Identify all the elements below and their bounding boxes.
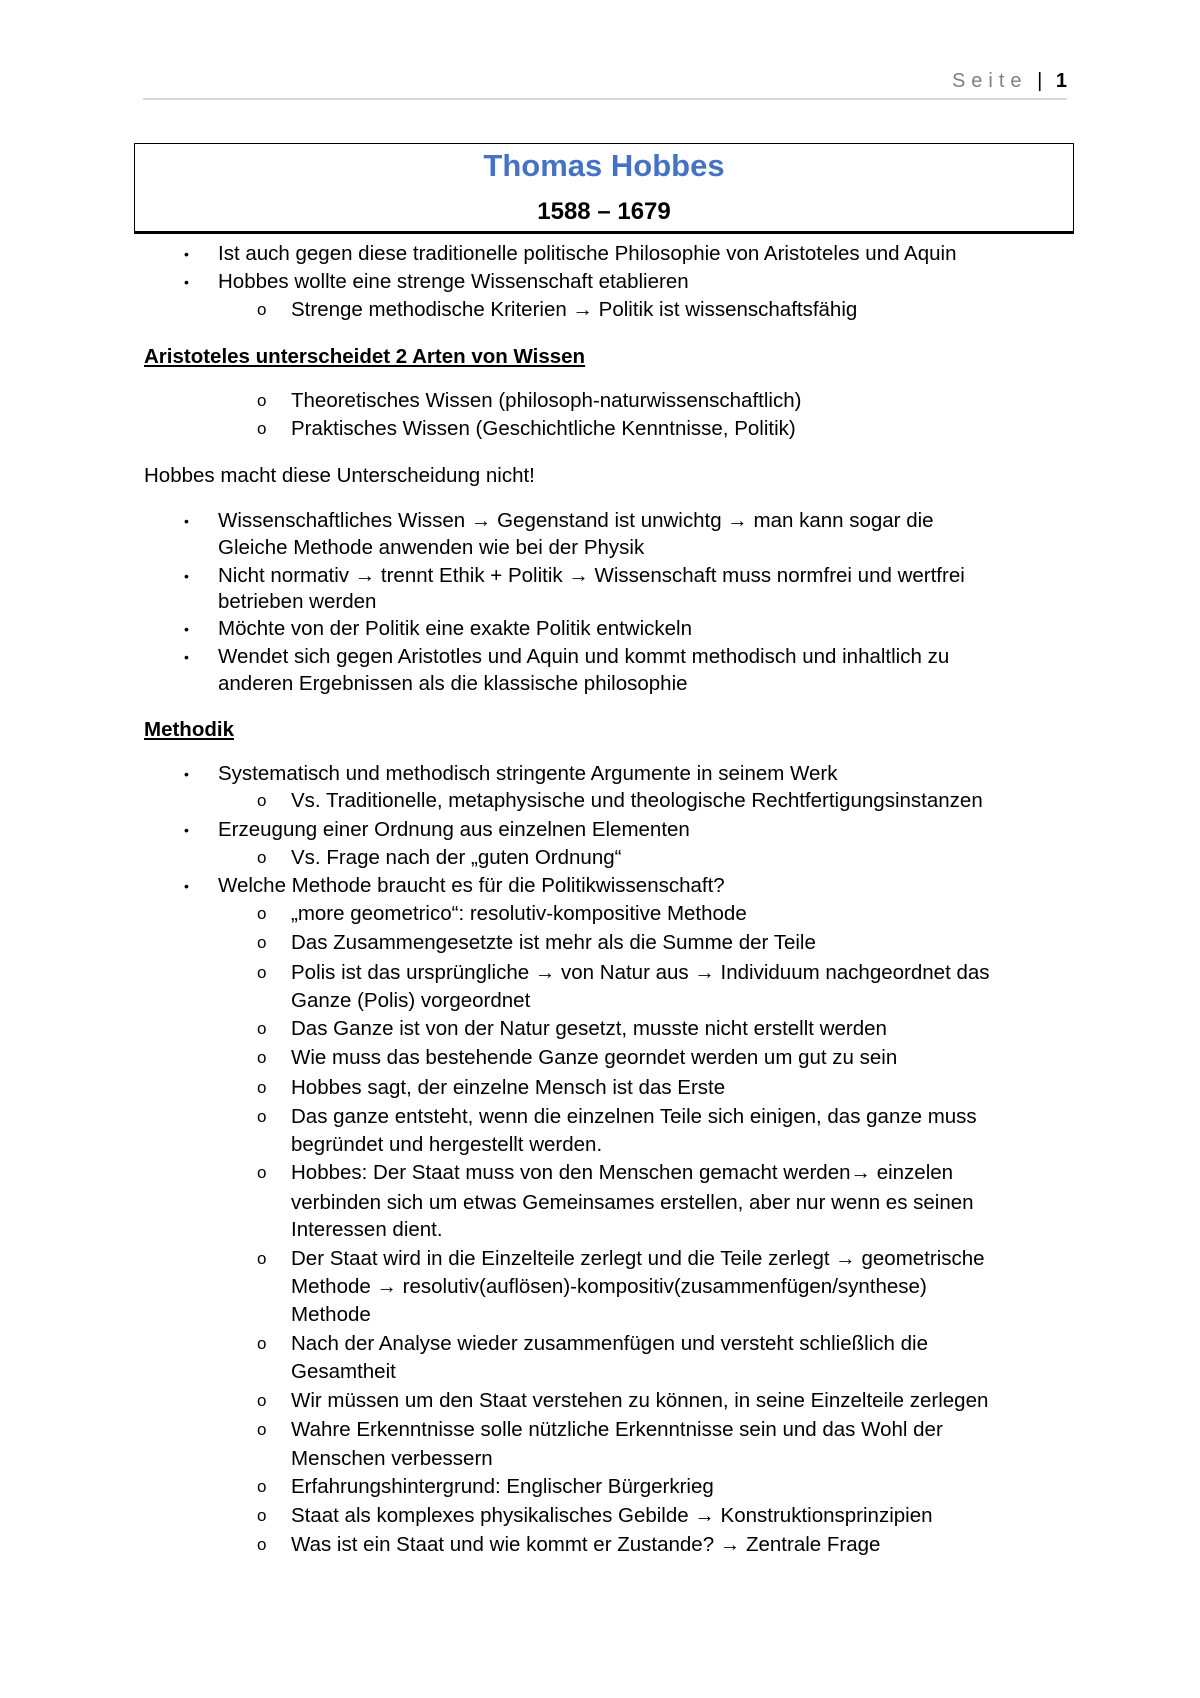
bullet-icon: • <box>184 822 189 838</box>
list-item-text: Hobbes: Der Staat muss von den Menschen gemacht werden→ einzelen <box>291 1161 954 1184</box>
list-item-text: Das ganze entsteht, wenn die einzelnen Teile sich einigen, das ganze muss <box>291 1105 977 1128</box>
list-item-text: begründet und hergestellt werden. <box>291 1133 603 1156</box>
list-item-text: Wie muss das bestehende Ganze georndet werden um gut zu sein <box>291 1046 898 1069</box>
list-item-text: Wissenschaftliches Wissen → Gegenstand ist unwichtg → man kann sogar die <box>218 509 934 532</box>
list-item-text: Systematisch und methodisch stringente Argumente in seinem Werk <box>218 762 838 785</box>
sub-bullet-icon: o <box>257 1249 267 1268</box>
sub-bullet-icon: o <box>257 1506 267 1525</box>
list-item-text: Polis ist das ursprüngliche → von Natur aus → Individuum nachgeordnet das <box>291 961 990 984</box>
list-item-text: Hobbes wollte eine strenge Wissenschaft etablieren <box>218 270 689 293</box>
list-item-text: Der Staat wird in die Einzelteile zerlegt und die Teile zerlegt → geometrische <box>291 1247 985 1270</box>
sub-bullet-icon: o <box>257 1019 267 1038</box>
sub-bullet-icon: o <box>257 904 267 923</box>
sub-bullet-icon: o <box>257 391 267 410</box>
sub-bullet-icon: o <box>257 963 267 982</box>
sub-bullet-icon: o <box>257 1163 267 1182</box>
section-heading: Methodik <box>144 718 234 741</box>
list-item-text: Menschen verbessern <box>291 1447 493 1470</box>
list-item-text: verbinden sich um etwas Gemeinsames erstellen, aber nur wenn es seinen <box>291 1191 974 1214</box>
sub-bullet-icon: o <box>257 1477 267 1496</box>
list-item-text: anderen Ergebnissen als die klassische philosophie <box>218 672 688 695</box>
list-item-text: Gleiche Methode anwenden wie bei der Physik <box>218 536 645 559</box>
section-heading: Aristoteles unterscheidet 2 Arten von Wissen <box>144 345 586 368</box>
page-number: 1 <box>1055 70 1067 92</box>
page-separator: | <box>1037 70 1043 92</box>
document-title: Thomas Hobbes <box>483 148 725 183</box>
sub-bullet-icon: o <box>257 1048 267 1067</box>
list-item-text: „more geometrico“: resolutiv-kompositive Methode <box>291 902 747 925</box>
sub-bullet-icon: o <box>257 419 267 438</box>
bullet-icon: • <box>184 274 189 290</box>
list-item-text: Welche Methode braucht es für die Politikwissenschaft? <box>218 874 725 897</box>
paragraph: Hobbes macht diese Unterscheidung nicht! <box>144 464 535 487</box>
list-item-text: Hobbes sagt, der einzelne Mensch ist das Erste <box>291 1076 726 1099</box>
list-item-text: Wahre Erkenntnisse solle nützliche Erkenntnisse sein und das Wohl der <box>291 1418 943 1441</box>
list-item-text: Methode → resolutiv(auflösen)-kompositiv(zusammenfügen/synthese) <box>291 1275 927 1298</box>
list-item-text: Methode <box>291 1303 371 1326</box>
list-item-text: Strenge methodische Kriterien → Politik ist wissenschaftsfähig <box>291 298 858 321</box>
bullet-icon: • <box>184 878 189 894</box>
list-item-text: Das Ganze ist von der Natur gesetzt, musste nicht erstellt werden <box>291 1017 887 1040</box>
sub-bullet-icon: o <box>257 791 267 810</box>
document-years: 1588 – 1679 <box>537 198 671 225</box>
list-item-text: betrieben werden <box>218 590 377 613</box>
list-item-text: Erfahrungshintergrund: Englischer Bürgerkrieg <box>291 1475 714 1498</box>
list-item-text: Erzeugung einer Ordnung aus einzelnen Elementen <box>218 818 690 841</box>
list-item-text: Was ist ein Staat und wie kommt er Zustande? → Zentrale Frage <box>291 1533 881 1556</box>
list-item-text: Ist auch gegen diese traditionelle politische Philosophie von Aristoteles und Aquin <box>218 242 957 265</box>
list-item-text: Vs. Traditionelle, metaphysische und theologische Rechtfertigungsinstanzen <box>291 789 983 812</box>
list-item-text: Vs. Frage nach der „guten Ordnung“ <box>291 846 622 869</box>
page-label: Seite <box>951 70 1028 92</box>
title-box <box>134 143 1074 234</box>
sub-bullet-icon: o <box>257 1391 267 1410</box>
sub-bullet-icon: o <box>257 1107 267 1126</box>
list-item-text: Ganze (Polis) vorgeordnet <box>291 989 531 1012</box>
list-item-text: Interessen dient. <box>291 1218 443 1241</box>
list-item-text: Gesamtheit <box>291 1360 396 1383</box>
list-item-text: Wendet sich gegen Aristotles und Aquin und kommt methodisch und inhaltlich zu <box>218 645 950 668</box>
sub-bullet-icon: o <box>257 933 267 952</box>
bullet-icon: • <box>184 766 189 782</box>
list-item-text: Nach der Analyse wieder zusammenfügen und versteht schließlich die <box>291 1332 928 1355</box>
list-item-text: Nicht normativ → trennt Ethik + Politik → Wissenschaft muss normfrei und wertfrei <box>218 564 965 587</box>
list-item-text: Das Zusammengesetzte ist mehr als die Summe der Teile <box>291 931 816 954</box>
sub-bullet-icon: o <box>257 1535 267 1554</box>
sub-bullet-icon: o <box>257 1078 267 1097</box>
list-item-text: Theoretisches Wissen (philosoph-naturwissenschaftlich) <box>291 389 802 412</box>
list-item-text: Wir müssen um den Staat verstehen zu können, in seine Einzelteile zerlegen <box>291 1389 989 1412</box>
list-item-text: Staat als komplexes physikalisches Gebilde → Konstruktionsprinzipien <box>291 1504 933 1527</box>
bullet-icon: • <box>184 568 189 584</box>
sub-bullet-icon: o <box>257 1420 267 1439</box>
bullet-icon: • <box>184 246 189 262</box>
page-header <box>143 70 1067 93</box>
header-divider <box>143 98 1067 100</box>
sub-bullet-icon: o <box>257 1334 267 1353</box>
sub-bullet-icon: o <box>257 300 267 319</box>
bullet-icon: • <box>184 649 189 665</box>
bullet-icon: • <box>184 513 189 529</box>
sub-bullet-icon: o <box>257 848 267 867</box>
list-item-text: Möchte von der Politik eine exakte Politik entwickeln <box>218 617 693 640</box>
bullet-icon: • <box>184 621 189 637</box>
list-item-text: Praktisches Wissen (Geschichtliche Kenntnisse, Politik) <box>291 417 796 440</box>
